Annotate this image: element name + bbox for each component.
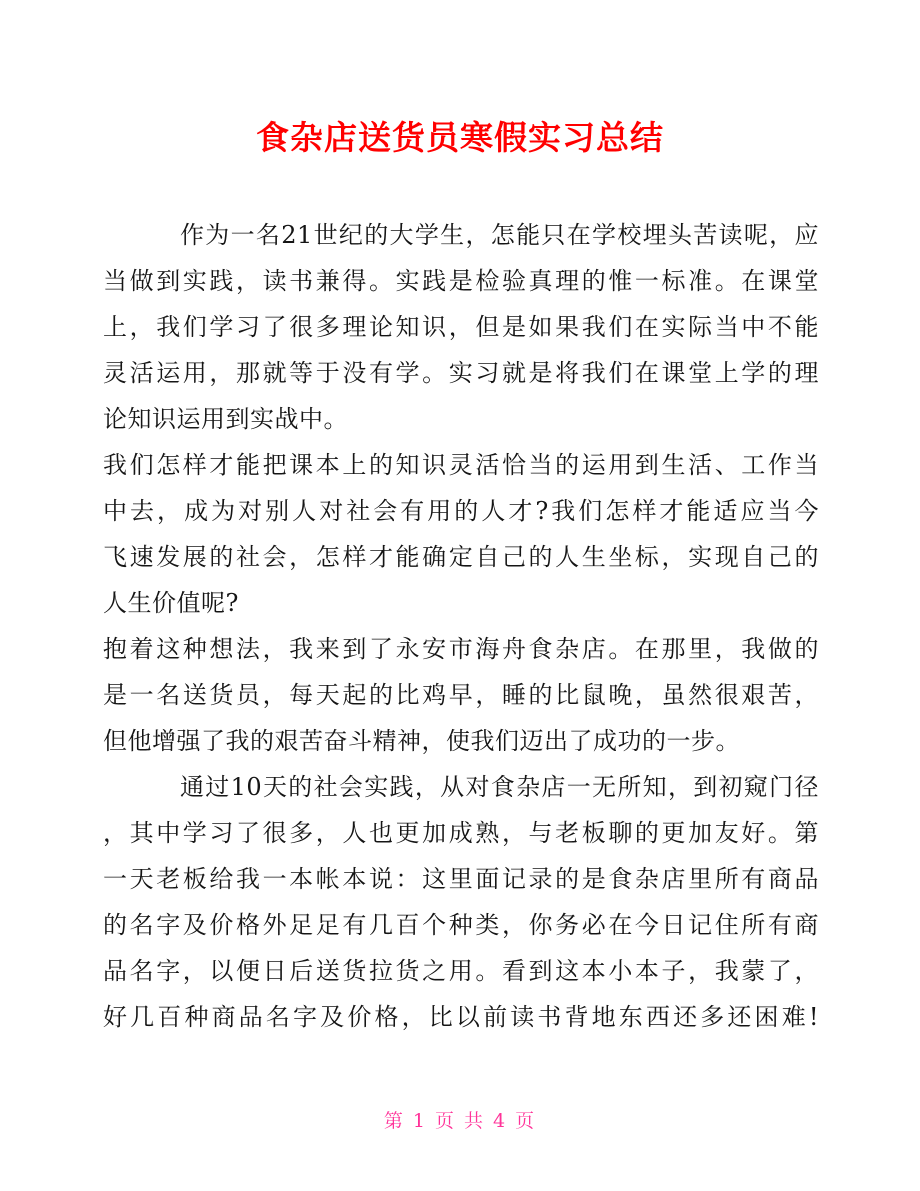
page-number-text: 第 1 页 共 4 页	[383, 1110, 537, 1132]
text-line: 好几百种商品名字及价格，比以前读书背地东西还多还困难!	[103, 1003, 819, 1031]
text-line: ，其中学习了很多，人也更加成熟，与老板聊的更加友好。第	[103, 819, 819, 847]
text-line: 我们怎样才能把课本上的知识灵活恰当的运用到生活、工作当	[103, 451, 819, 479]
paragraph	[103, 442, 819, 626]
text-line: 灵活运用，那就等于没有学。实习就是将我们在课堂上学的理	[103, 359, 819, 387]
text-line: 论知识运用到实战中。	[103, 405, 348, 433]
page-footer	[0, 1106, 920, 1136]
paragraph	[103, 212, 819, 442]
document-title: 食杂店送货员寒假实习总结	[256, 118, 664, 157]
text-line: 作为一名21世纪的大学生，怎能只在学校埋头苦读呢，应	[180, 221, 819, 249]
text-line: 是一名送货员，每天起的比鸡早，睡的比鼠晚，虽然很艰苦，	[103, 681, 819, 709]
text-line: 飞速发展的社会，怎样才能确定自己的人生坐标，实现自己的	[103, 543, 819, 571]
text-line: 上，我们学习了很多理论知识，但是如果我们在实际当中不能	[103, 313, 819, 341]
text-line: 中去，成为对别人对社会有用的人才?我们怎样才能适应当今	[103, 497, 819, 525]
text-line: 的名字及价格外足足有几百个种类，你务必在今日记住所有商	[103, 911, 819, 939]
paragraph	[103, 764, 819, 1040]
paragraph	[103, 626, 819, 764]
text-line: 人生价值呢?	[103, 589, 239, 617]
document-body	[103, 212, 819, 1040]
text-line: 通过10天的社会实践，从对食杂店一无所知，到初窥门径	[180, 773, 819, 801]
text-line: 当做到实践，读书兼得。实践是检验真理的惟一标准。在课堂	[103, 267, 819, 295]
text-line: 一天老板给我一本帐本说：这里面记录的是食杂店里所有商品	[103, 865, 819, 893]
text-line: 品名字，以便日后送货拉货之用。看到这本小本子，我蒙了，	[103, 957, 819, 985]
text-line: 但他增强了我的艰苦奋斗精神，使我们迈出了成功的一步。	[103, 727, 740, 755]
text-line: 抱着这种想法，我来到了永安市海舟食杂店。在那里，我做的	[103, 635, 819, 663]
